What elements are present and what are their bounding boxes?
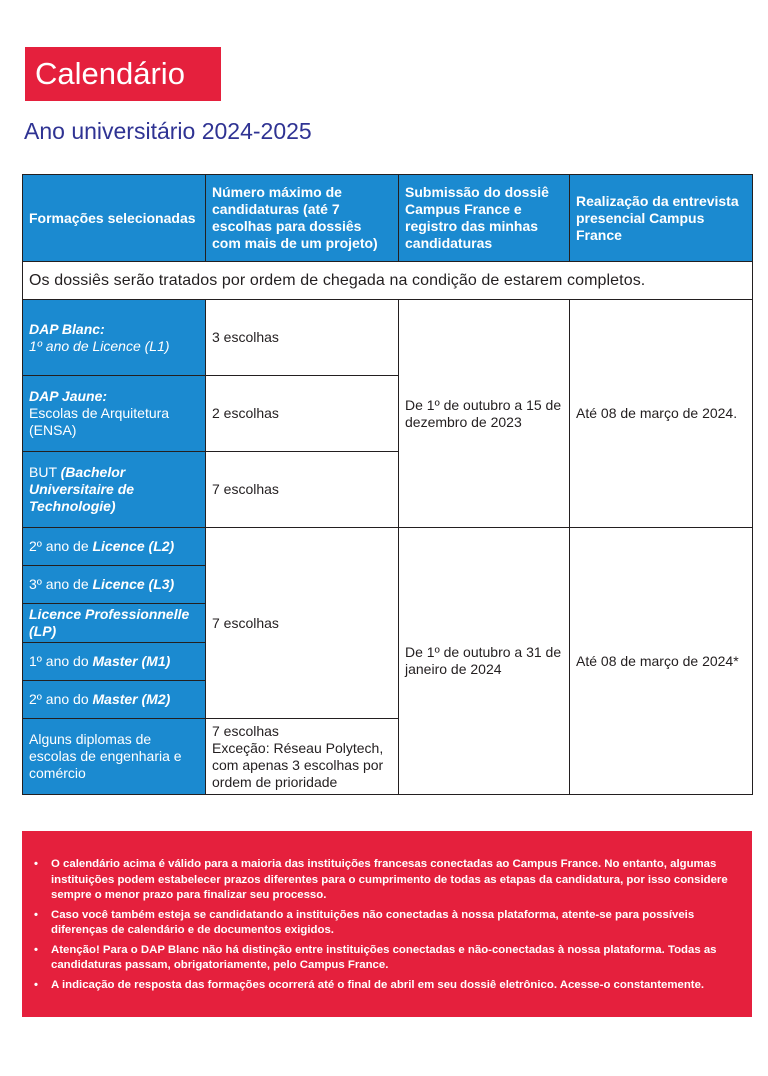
formation-cell (23, 604, 206, 643)
header-cell: Submissão do dossiê Campus France e registro das minhas candidaturas (399, 175, 570, 262)
formation-prefix: 3º ano de (29, 576, 93, 592)
header-cell: Formações selecionadas (23, 175, 206, 262)
formation-prefix: 1º ano do (29, 653, 93, 669)
submission-cell: De 1º de outubro a 15 de dezembro de 2023 (399, 300, 570, 528)
interview-cell: Até 08 de março de 2024. (570, 300, 753, 528)
formation-title: Licence Professionnelle (LP) (29, 606, 190, 639)
formation-cell (23, 300, 206, 376)
list-item: • Caso você também esteja se candidatando a instituições não conectadas à nossa plataforma, atente-se para possíveis diferenças de calendário e de documentos exigidos. (34, 908, 732, 939)
calendar-table (22, 174, 753, 795)
notes-box (22, 831, 752, 1017)
formation-cell (23, 566, 206, 604)
list-item: • O calendário acima é válido para a maioria das instituições francesas conectadas ao Campus France. No entanto, algumas instituições podem estabelecer prazos diferentes para o cumprimento de todas as etapas da candidatura, por isso considere sempre o menor prazo para finalizar seu processo. (34, 857, 732, 904)
formation-desc: Escolas de Arquitetura (ENSA) (29, 405, 170, 438)
formation-title: Master (M2) (92, 691, 171, 707)
page-title-badge (25, 47, 221, 101)
submission-cell: De 1º de outubro a 31 de janeiro de 2024 (399, 528, 570, 795)
formation-title: (Bachelor Universitaire de Technologie) (29, 464, 135, 514)
formation-title: DAP Jaune: (29, 388, 108, 404)
choices-cell: 7 escolhas (206, 452, 399, 528)
table-header-row (23, 175, 753, 262)
formation-cell (23, 376, 206, 452)
choices-exception: Exceção: Réseau Polytech, com apenas 3 escolhas por ordem de prioridade (212, 739, 384, 790)
list-item: • Atenção! Para o DAP Blanc não há distinção entre instituições conectadas e não-conectadas à nossa plataforma. Todas as candidaturas passam, obrigatoriamente, pelo Campus France. (34, 943, 732, 974)
formation-cell (23, 528, 206, 566)
formation-prefix: BUT (29, 464, 61, 480)
formation-title: Licence (L2) (92, 538, 175, 554)
page-subtitle: Ano universitário 2024-2025 (24, 118, 312, 144)
formation-cell (23, 643, 206, 681)
table-note-row (23, 262, 753, 300)
header-cell: Realização da entrevista presencial Campus France (570, 175, 753, 262)
formation-title: DAP Blanc: (29, 320, 105, 337)
formation-cell (23, 681, 206, 719)
choices-cell: 7 escolhas (206, 528, 399, 719)
choices-count: 7 escolhas (212, 722, 279, 739)
formation-prefix: 2º ano de (29, 538, 93, 554)
formation-title: Master (M1) (92, 653, 171, 669)
choices-cell: 2 escolhas (206, 376, 399, 452)
formation-cell: Alguns diplomas de escolas de engenharia e comércio (23, 719, 206, 795)
table-note: Os dossiês serão tratados por ordem de chegada na condição de estarem completos. (23, 262, 753, 300)
page-title: Calendário (35, 56, 185, 91)
table-row (23, 300, 753, 376)
formation-prefix: 2º ano do (29, 691, 93, 707)
formation-cell (23, 452, 206, 528)
formation-desc: 1º ano de Licence (L1) (29, 337, 170, 354)
choices-cell: 3 escolhas (206, 300, 399, 376)
choices-cell (206, 719, 399, 795)
list-item: • A indicação de resposta das formações ocorrerá até o final de abril em seu dossiê eletrônico. Acesse-o constantemente. (34, 978, 732, 994)
notes-list (34, 857, 732, 993)
table-row (23, 528, 753, 566)
formation-title: Licence (L3) (92, 576, 175, 592)
interview-cell: Até 08 de março de 2024* (570, 528, 753, 795)
header-cell: Número máximo de candidaturas (até 7 escolhas para dossiês com mais de um projeto) (206, 175, 399, 262)
